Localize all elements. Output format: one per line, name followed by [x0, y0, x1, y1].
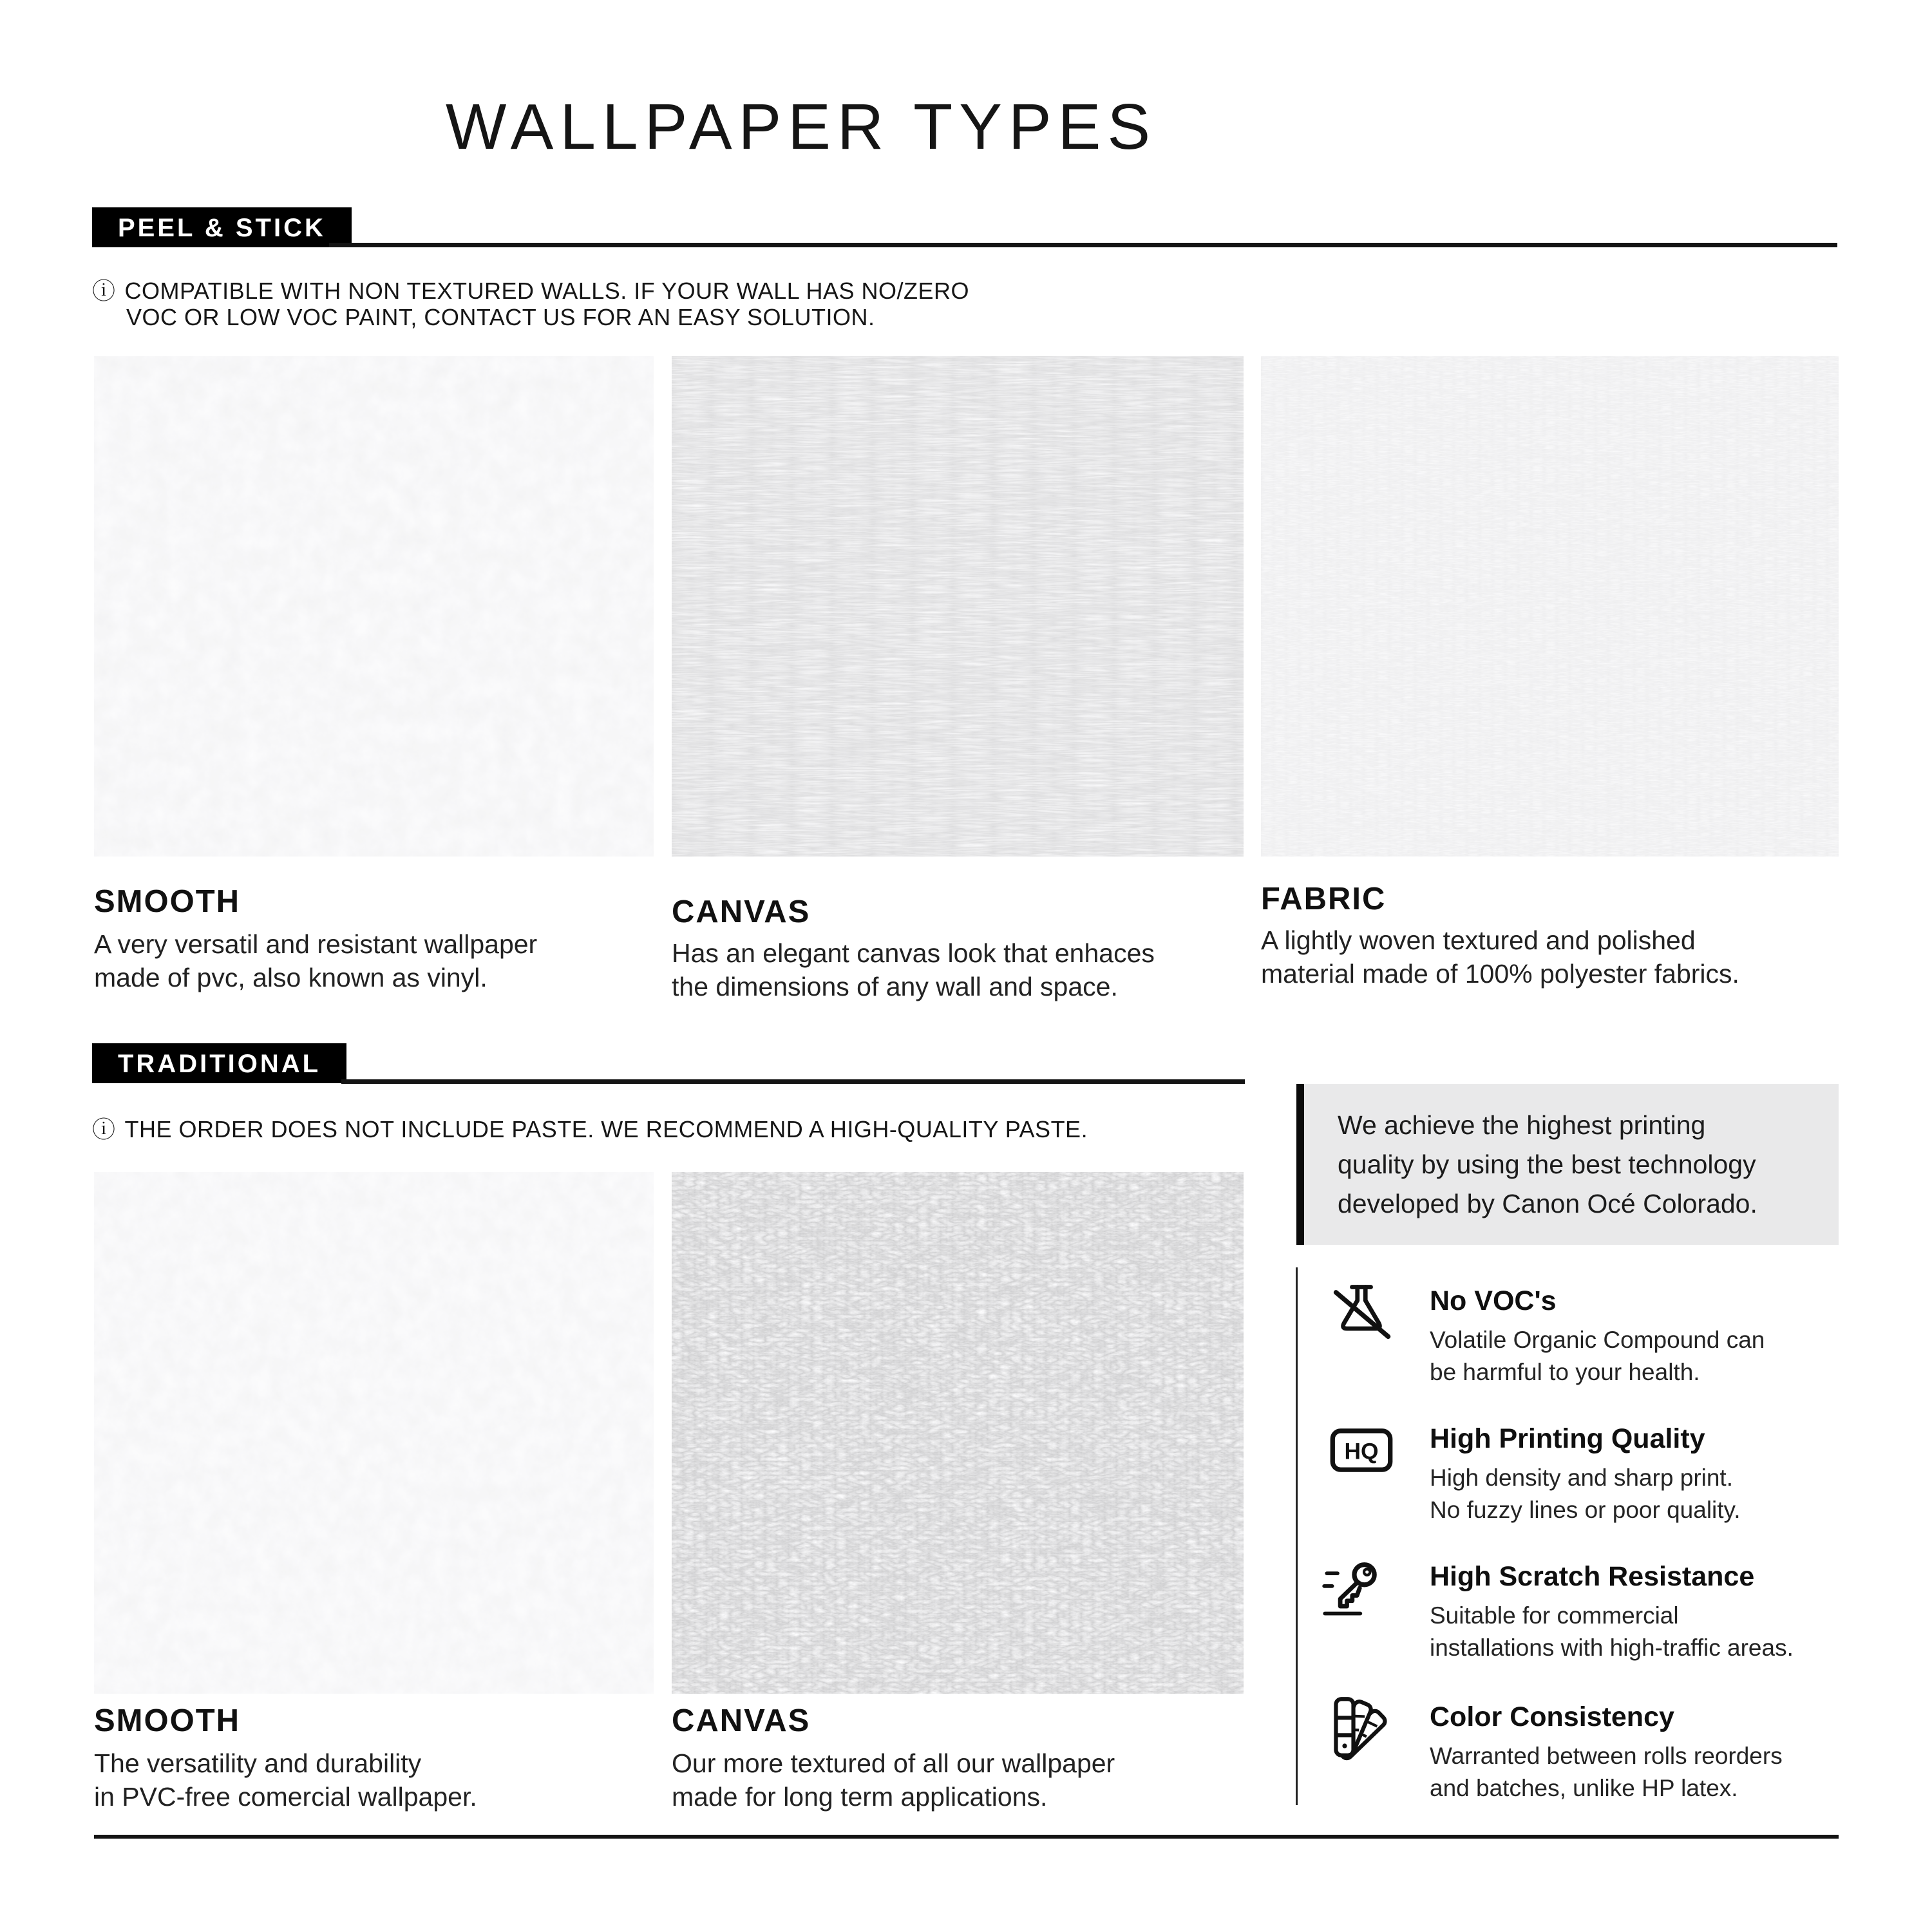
label-peel-stick-canvas: CANVAS	[672, 895, 811, 929]
feature-desc-color-consistency: Warranted between rolls reorders and batches, unlike HP latex.	[1430, 1743, 1783, 1801]
label-traditional-smooth: SMOOTH	[94, 1703, 241, 1738]
feature-title-color-consistency: Color Consistency	[1430, 1701, 1674, 1732]
svg-text:HQ: HQ	[1344, 1439, 1379, 1464]
feature-desc-high-scratch-resistance: Suitable for commercial installations with high-traffic areas.	[1430, 1602, 1794, 1661]
label-traditional-canvas: CANVAS	[672, 1703, 811, 1738]
label-peel-stick-fabric: FABRIC	[1261, 882, 1387, 916]
swatch-traditional-canvas	[672, 1172, 1244, 1694]
peel-stick-badge: PEEL & STICK	[92, 207, 352, 247]
info-icon: ⓘ	[92, 1116, 116, 1142]
feature-title-high-printing-quality: High Printing Quality	[1430, 1423, 1705, 1454]
scratch-key-icon	[1321, 1555, 1388, 1622]
desc-traditional-smooth: The versatility and durability in PVC-free comercial wallpaper.	[94, 1748, 477, 1812]
color-swatch-icon	[1328, 1695, 1395, 1762]
note-box-accent-bar	[1296, 1084, 1304, 1245]
feature-title-high-scratch-resistance: High Scratch Resistance	[1430, 1561, 1755, 1592]
traditional-note: ⓘ THE ORDER DOES NOT INCLUDE PASTE. WE RECOMMEND A HIGH-QUALITY PASTE.	[92, 1116, 1088, 1142]
section-label-peel-stick	[92, 207, 352, 247]
traditional-badge: TRADITIONAL	[92, 1043, 346, 1083]
info-icon: ⓘ	[92, 278, 116, 304]
feature-desc-no-vocs: Volatile Organic Compound can be harmful to your health.	[1430, 1327, 1765, 1385]
peel-stick-note-line2: VOC OR LOW VOC PAINT, CONTACT US FOR AN EASY SOLUTION.	[126, 304, 875, 330]
desc-peel-stick-fabric: A lightly woven textured and polished material made of 100% polyester fabrics.	[1261, 925, 1739, 989]
hq-badge-icon	[1328, 1417, 1395, 1484]
swatch-peel-stick-fabric	[1261, 356, 1839, 857]
label-peel-stick-smooth: SMOOTH	[94, 884, 241, 919]
swatch-peel-stick-smooth	[94, 356, 654, 857]
section-label-traditional	[92, 1043, 346, 1083]
traditional-header-rule	[341, 1079, 1245, 1084]
printing-quality-note-box	[1296, 1084, 1839, 1245]
swatch-peel-stick-canvas	[672, 356, 1244, 857]
desc-peel-stick-canvas: Has an elegant canvas look that enhaces the dimensions of any wall and space.	[672, 938, 1155, 1001]
bottom-rule	[94, 1835, 1839, 1839]
printing-quality-note-text: We achieve the highest printing quality by using the best technology developed by Canon Océ Colorado.	[1338, 1110, 1757, 1218]
sidebar-vertical-rule	[1296, 1267, 1298, 1805]
page-title: WALLPAPER TYPES	[445, 91, 1157, 163]
no-voc-flask-icon	[1328, 1279, 1395, 1346]
peel-stick-note-line1: ⓘ COMPATIBLE WITH NON TEXTURED WALLS. IF YOUR WALL HAS NO/ZERO	[92, 278, 970, 304]
swatch-traditional-smooth	[94, 1172, 654, 1694]
feature-desc-high-printing-quality: High density and sharp print. No fuzzy lines or poor quality.	[1430, 1464, 1741, 1523]
peel-stick-header-rule	[329, 243, 1837, 247]
desc-peel-stick-smooth: A very versatil and resistant wallpaper made of pvc, also known as vinyl.	[94, 929, 538, 992]
feature-title-no-vocs: No VOC's	[1430, 1285, 1557, 1316]
desc-traditional-canvas: Our more textured of all our wallpaper made for long term applications.	[672, 1748, 1115, 1812]
